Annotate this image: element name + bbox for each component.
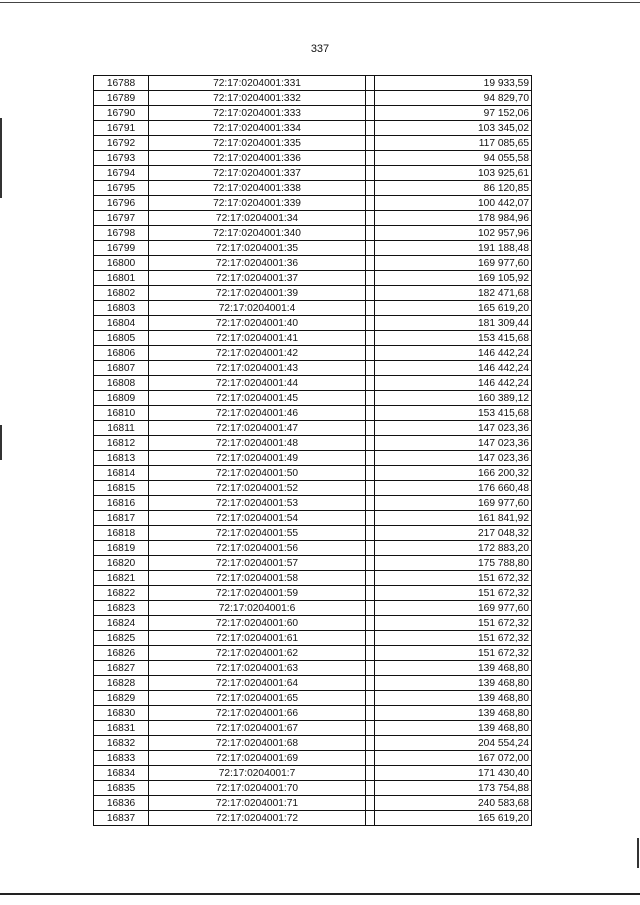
table-row [94,376,532,391]
row-number-cell: 16792 [94,136,149,151]
table-row [94,796,532,811]
row-number-cell: 16831 [94,721,149,736]
column-gap [366,376,375,391]
column-gap [366,286,375,301]
cadastral-number-cell: 72:17:0204001:72 [149,811,366,826]
cadastral-value-cell: 172 883,20 [375,541,532,556]
cadastral-number-cell: 72:17:0204001:56 [149,541,366,556]
table-row [94,676,532,691]
cadastral-value-cell: 139 468,80 [375,661,532,676]
table-row [94,511,532,526]
column-gap [366,136,375,151]
row-number-cell: 16797 [94,211,149,226]
cadastral-number-cell: 72:17:0204001:7 [149,766,366,781]
column-gap [366,121,375,136]
row-number-cell: 16820 [94,556,149,571]
table-row [94,121,532,136]
column-gap [366,226,375,241]
cadastral-number-cell: 72:17:0204001:336 [149,151,366,166]
cadastral-number-cell: 72:17:0204001:45 [149,391,366,406]
table-row [94,421,532,436]
cadastral-number-cell: 72:17:0204001:340 [149,226,366,241]
table-row [94,301,532,316]
cadastral-number-cell: 72:17:0204001:4 [149,301,366,316]
cadastral-value-cell: 165 619,20 [375,811,532,826]
cadastral-value-cell: 86 120,85 [375,181,532,196]
row-number-cell: 16809 [94,391,149,406]
row-number-cell: 16823 [94,601,149,616]
cadastral-value-cell: 169 977,60 [375,256,532,271]
cadastral-value-cell: 167 072,00 [375,751,532,766]
left-scan-mark-2 [0,425,2,460]
cadastral-value-cell: 151 672,32 [375,646,532,661]
column-gap [366,241,375,256]
table-row [94,181,532,196]
row-number-cell: 16804 [94,316,149,331]
row-number-cell: 16814 [94,466,149,481]
cadastral-number-cell: 72:17:0204001:46 [149,406,366,421]
table-row [94,106,532,121]
cadastral-value-cell: 147 023,36 [375,421,532,436]
cadastral-number-cell: 72:17:0204001:40 [149,316,366,331]
table-row [94,631,532,646]
column-gap [366,211,375,226]
column-gap [366,631,375,646]
page-number: 337 [310,43,330,55]
row-number-cell: 16818 [94,526,149,541]
cadastral-value-cell: 97 152,06 [375,106,532,121]
cadastral-number-cell: 72:17:0204001:53 [149,496,366,511]
table-body [94,76,532,826]
column-gap [366,781,375,796]
cadastral-number-cell: 72:17:0204001:58 [149,571,366,586]
row-number-cell: 16789 [94,91,149,106]
cadastral-number-cell: 72:17:0204001:41 [149,331,366,346]
table-row [94,331,532,346]
column-gap [366,811,375,826]
row-number-cell: 16825 [94,631,149,646]
table-row [94,76,532,91]
row-number-cell: 16822 [94,586,149,601]
cadastral-number-cell: 72:17:0204001:60 [149,616,366,631]
cadastral-value-table [93,75,532,826]
cadastral-value-cell: 173 754,88 [375,781,532,796]
row-number-cell: 16836 [94,796,149,811]
row-number-cell: 16821 [94,571,149,586]
cadastral-value-cell: 151 672,32 [375,586,532,601]
table-row [94,661,532,676]
row-number-cell: 16826 [94,646,149,661]
cadastral-value-cell: 19 933,59 [375,76,532,91]
cadastral-number-cell: 72:17:0204001:35 [149,241,366,256]
right-scan-mark [637,838,639,868]
cadastral-number-cell: 72:17:0204001:70 [149,781,366,796]
cadastral-value-cell: 169 977,60 [375,601,532,616]
column-gap [366,661,375,676]
cadastral-value-cell: 102 957,96 [375,226,532,241]
row-number-cell: 16795 [94,181,149,196]
cadastral-number-cell: 72:17:0204001:334 [149,121,366,136]
column-gap [366,76,375,91]
cadastral-number-cell: 72:17:0204001:6 [149,601,366,616]
cadastral-value-cell: 169 105,92 [375,271,532,286]
row-number-cell: 16798 [94,226,149,241]
column-gap [366,736,375,751]
table-row [94,481,532,496]
column-gap [366,451,375,466]
column-gap [366,526,375,541]
column-gap [366,496,375,511]
row-number-cell: 16837 [94,811,149,826]
table-row [94,646,532,661]
row-number-cell: 16796 [94,196,149,211]
cadastral-number-cell: 72:17:0204001:47 [149,421,366,436]
row-number-cell: 16801 [94,271,149,286]
row-number-cell: 16815 [94,481,149,496]
table-row [94,781,532,796]
cadastral-value-cell: 175 788,80 [375,556,532,571]
cadastral-value-cell: 160 389,12 [375,391,532,406]
row-number-cell: 16791 [94,121,149,136]
cadastral-value-cell: 139 468,80 [375,676,532,691]
table-row [94,196,532,211]
cadastral-value-cell: 151 672,32 [375,616,532,631]
cadastral-value-cell: 100 442,07 [375,196,532,211]
column-gap [366,271,375,286]
column-gap [366,481,375,496]
row-number-cell: 16800 [94,256,149,271]
cadastral-value-cell: 169 977,60 [375,496,532,511]
table-row [94,256,532,271]
cadastral-value-cell: 146 442,24 [375,361,532,376]
column-gap [366,676,375,691]
column-gap [366,706,375,721]
table-row [94,751,532,766]
table-row [94,451,532,466]
cadastral-number-cell: 72:17:0204001:57 [149,556,366,571]
column-gap [366,166,375,181]
table-row [94,241,532,256]
table-row [94,436,532,451]
cadastral-value-cell: 117 085,65 [375,136,532,151]
table-row [94,496,532,511]
top-scan-edge [0,2,640,3]
cadastral-number-cell: 72:17:0204001:335 [149,136,366,151]
table-row [94,736,532,751]
cadastral-number-cell: 72:17:0204001:59 [149,586,366,601]
table-row [94,556,532,571]
cadastral-value-cell: 176 660,48 [375,481,532,496]
column-gap [366,301,375,316]
row-number-cell: 16805 [94,331,149,346]
cadastral-value-cell: 191 188,48 [375,241,532,256]
cadastral-number-cell: 72:17:0204001:71 [149,796,366,811]
row-number-cell: 16803 [94,301,149,316]
table-row [94,211,532,226]
column-gap [366,766,375,781]
cadastral-number-cell: 72:17:0204001:55 [149,526,366,541]
row-number-cell: 16808 [94,376,149,391]
cadastral-number-cell: 72:17:0204001:339 [149,196,366,211]
column-gap [366,196,375,211]
cadastral-number-cell: 72:17:0204001:337 [149,166,366,181]
column-gap [366,421,375,436]
column-gap [366,406,375,421]
row-number-cell: 16830 [94,706,149,721]
table-row [94,601,532,616]
row-number-cell: 16794 [94,166,149,181]
row-number-cell: 16812 [94,436,149,451]
column-gap [366,541,375,556]
column-gap [366,106,375,121]
cadastral-number-cell: 72:17:0204001:333 [149,106,366,121]
cadastral-number-cell: 72:17:0204001:64 [149,676,366,691]
cadastral-number-cell: 72:17:0204001:43 [149,361,366,376]
cadastral-value-cell: 153 415,68 [375,406,532,421]
cadastral-value-cell: 178 984,96 [375,211,532,226]
column-gap [366,586,375,601]
cadastral-value-cell: 147 023,36 [375,451,532,466]
cadastral-value-cell: 171 430,40 [375,766,532,781]
cadastral-value-cell: 146 442,24 [375,376,532,391]
table-row [94,526,532,541]
column-gap [366,601,375,616]
table-row [94,571,532,586]
row-number-cell: 16816 [94,496,149,511]
column-gap [366,346,375,361]
bottom-scan-edge [0,893,640,895]
row-number-cell: 16828 [94,676,149,691]
row-number-cell: 16834 [94,766,149,781]
table-row [94,391,532,406]
column-gap [366,691,375,706]
column-gap [366,796,375,811]
cadastral-number-cell: 72:17:0204001:62 [149,646,366,661]
row-number-cell: 16793 [94,151,149,166]
cadastral-number-cell: 72:17:0204001:338 [149,181,366,196]
row-number-cell: 16832 [94,736,149,751]
cadastral-number-cell: 72:17:0204001:332 [149,91,366,106]
cadastral-value-cell: 94 055,58 [375,151,532,166]
row-number-cell: 16807 [94,361,149,376]
column-gap [366,721,375,736]
cadastral-value-cell: 151 672,32 [375,571,532,586]
cadastral-number-cell: 72:17:0204001:54 [149,511,366,526]
row-number-cell: 16799 [94,241,149,256]
cadastral-number-cell: 72:17:0204001:48 [149,436,366,451]
table-row [94,346,532,361]
table-row [94,691,532,706]
cadastral-value-cell: 146 442,24 [375,346,532,361]
cadastral-number-cell: 72:17:0204001:34 [149,211,366,226]
cadastral-number-cell: 72:17:0204001:44 [149,376,366,391]
column-gap [366,616,375,631]
table-row [94,316,532,331]
cadastral-value-cell: 165 619,20 [375,301,532,316]
column-gap [366,511,375,526]
cadastral-number-cell: 72:17:0204001:50 [149,466,366,481]
table-row [94,151,532,166]
cadastral-number-cell: 72:17:0204001:52 [149,481,366,496]
cadastral-number-cell: 72:17:0204001:69 [149,751,366,766]
cadastral-number-cell: 72:17:0204001:61 [149,631,366,646]
cadastral-value-cell: 182 471,68 [375,286,532,301]
row-number-cell: 16833 [94,751,149,766]
cadastral-number-cell: 72:17:0204001:66 [149,706,366,721]
column-gap [366,571,375,586]
column-gap [366,361,375,376]
row-number-cell: 16806 [94,346,149,361]
row-number-cell: 16835 [94,781,149,796]
row-number-cell: 16817 [94,511,149,526]
table-row [94,586,532,601]
column-gap [366,751,375,766]
table-row [94,91,532,106]
cadastral-number-cell: 72:17:0204001:37 [149,271,366,286]
row-number-cell: 16811 [94,421,149,436]
column-gap [366,151,375,166]
cadastral-value-cell: 103 345,02 [375,121,532,136]
table-row [94,226,532,241]
column-gap [366,331,375,346]
column-gap [366,316,375,331]
cadastral-value-cell: 161 841,92 [375,511,532,526]
column-gap [366,646,375,661]
table-row [94,136,532,151]
column-gap [366,391,375,406]
row-number-cell: 16790 [94,106,149,121]
cadastral-value-cell: 240 583,68 [375,796,532,811]
column-gap [366,181,375,196]
table-row [94,361,532,376]
cadastral-value-cell: 151 672,32 [375,631,532,646]
cadastral-value-cell: 204 554,24 [375,736,532,751]
table-row [94,406,532,421]
table-row [94,811,532,826]
cadastral-value-cell: 94 829,70 [375,91,532,106]
row-number-cell: 16829 [94,691,149,706]
left-scan-mark-1 [0,118,2,198]
cadastral-number-cell: 72:17:0204001:39 [149,286,366,301]
cadastral-number-cell: 72:17:0204001:49 [149,451,366,466]
table-row [94,706,532,721]
cadastral-number-cell: 72:17:0204001:65 [149,691,366,706]
cadastral-value-cell: 139 468,80 [375,706,532,721]
column-gap [366,466,375,481]
table-row [94,466,532,481]
cadastral-value-cell: 139 468,80 [375,721,532,736]
cadastral-value-cell: 147 023,36 [375,436,532,451]
cadastral-value-cell: 166 200,32 [375,466,532,481]
table-row [94,766,532,781]
cadastral-value-cell: 217 048,32 [375,526,532,541]
column-gap [366,436,375,451]
cadastral-number-cell: 72:17:0204001:67 [149,721,366,736]
cadastral-value-cell: 103 925,61 [375,166,532,181]
cadastral-value-cell: 181 309,44 [375,316,532,331]
table-row [94,541,532,556]
row-number-cell: 16827 [94,661,149,676]
row-number-cell: 16824 [94,616,149,631]
cadastral-number-cell: 72:17:0204001:42 [149,346,366,361]
table-row [94,166,532,181]
cadastral-number-cell: 72:17:0204001:63 [149,661,366,676]
cadastral-number-cell: 72:17:0204001:68 [149,736,366,751]
column-gap [366,256,375,271]
table-row [94,616,532,631]
column-gap [366,91,375,106]
row-number-cell: 16819 [94,541,149,556]
table-row [94,271,532,286]
column-gap [366,556,375,571]
row-number-cell: 16802 [94,286,149,301]
row-number-cell: 16810 [94,406,149,421]
cadastral-number-cell: 72:17:0204001:331 [149,76,366,91]
table-row [94,286,532,301]
table-row [94,721,532,736]
cadastral-value-cell: 153 415,68 [375,331,532,346]
cadastral-value-cell: 139 468,80 [375,691,532,706]
cadastral-number-cell: 72:17:0204001:36 [149,256,366,271]
row-number-cell: 16788 [94,76,149,91]
row-number-cell: 16813 [94,451,149,466]
